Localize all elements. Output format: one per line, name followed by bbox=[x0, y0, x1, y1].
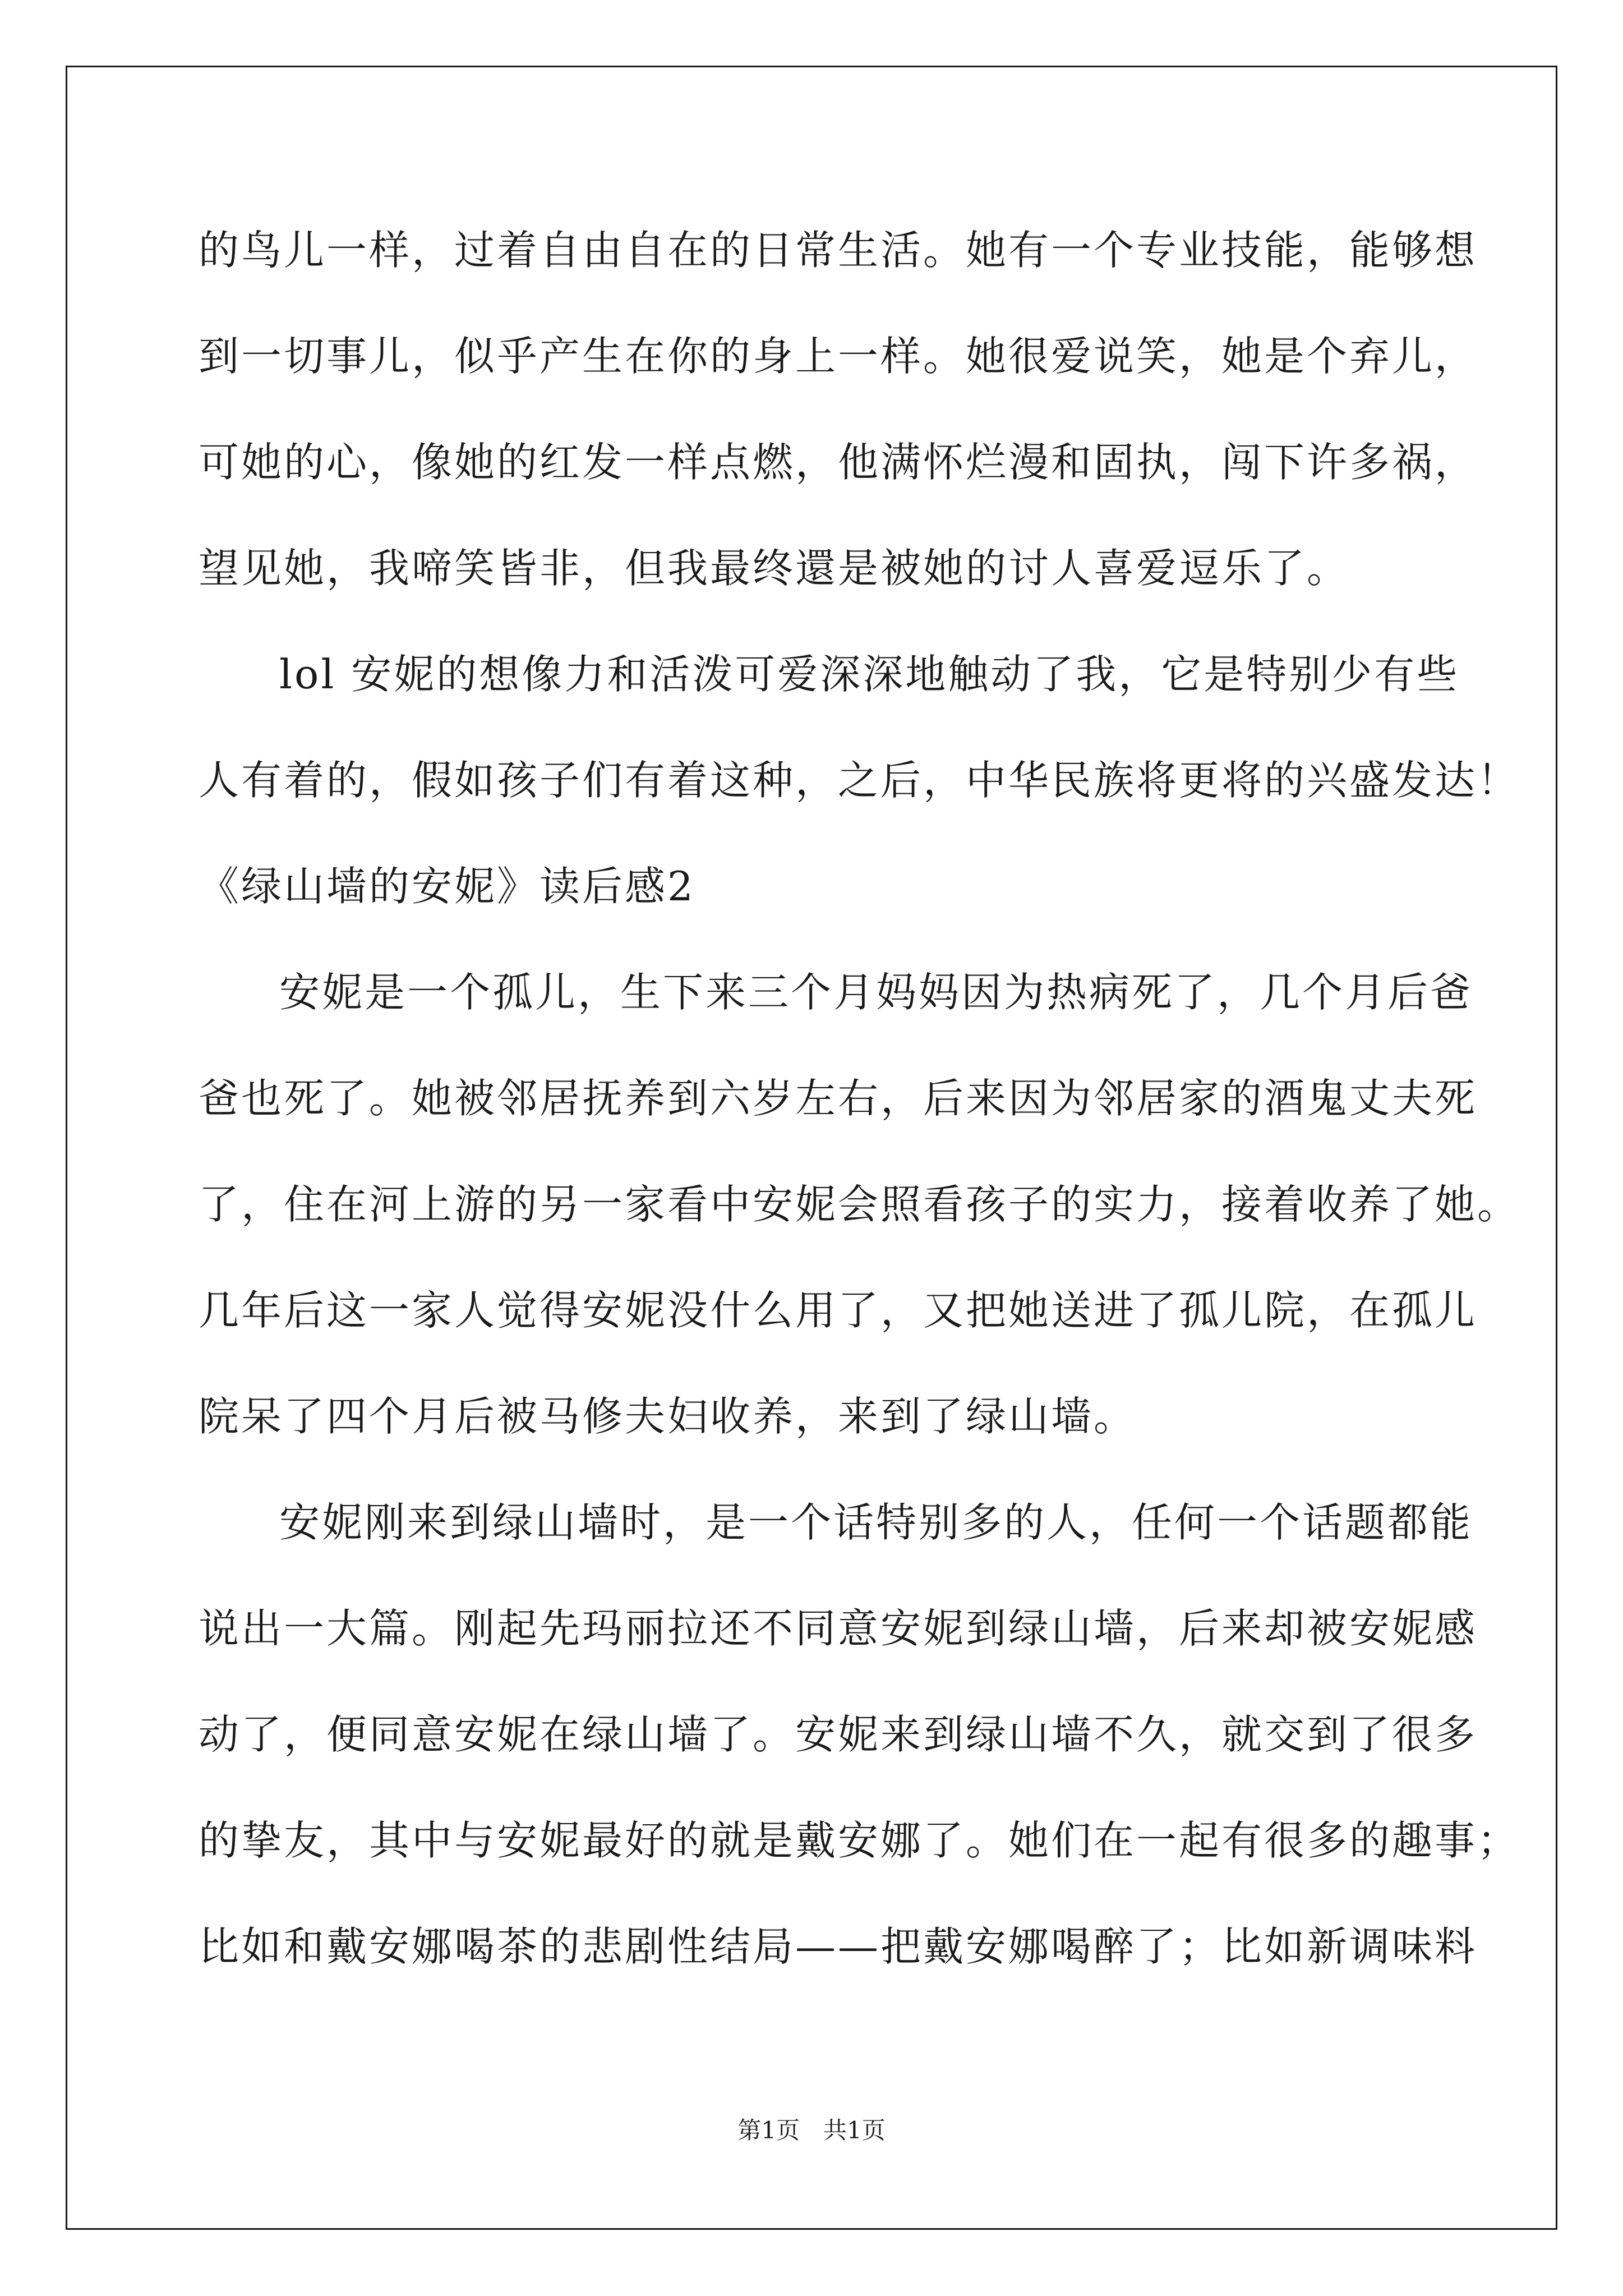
text-line: 的鸟儿一样，过着自由自在的日常生活。她有一个专业技能，能够想 bbox=[199, 227, 1478, 274]
text-line: 动了，便同意安妮在绿山墙了。安妮来到绿山墙不久，就交到了很多 bbox=[199, 1711, 1478, 1758]
text-line: 爸也死了。她被邻居抚养到六岁左右，后来因为邻居家的酒鬼丈夫死 bbox=[199, 1075, 1478, 1122]
text-line: 可她的心，像她的红发一样点燃，他满怀烂漫和固执，闯下许多祸， bbox=[199, 439, 1478, 486]
text-line: 人有着的，假如孩子们有着这种，之后，中华民族将更将的兴盛发达！ bbox=[199, 757, 1520, 804]
text-line: 望见她，我啼笑皆非，但我最终還是被她的讨人喜爱逗乐了。 bbox=[199, 545, 1350, 592]
text-line: 到一切事儿，似乎产生在你的身上一样。她很爱说笑，她是个弃儿， bbox=[199, 333, 1478, 380]
text-line: 了，住在河上游的另一家看中安妮会照看孩子的实力，接着收养了她。 bbox=[199, 1181, 1520, 1228]
text-line: 几年后这一家人觉得安妮没什么用了，又把她送进了孤儿院，在孤儿 bbox=[199, 1287, 1478, 1334]
text-line: 比如和戴安娜喝茶的悲剧性结局——把戴安娜喝醉了；比如新调味料 bbox=[199, 1923, 1478, 1970]
text-line: 的挚友，其中与安妮最好的就是戴安娜了。她们在一起有很多的趣事； bbox=[199, 1817, 1520, 1864]
page-border bbox=[66, 66, 1557, 2230]
page-number-footer: 第1页 共1页 bbox=[737, 2116, 886, 2144]
section-heading: 《绿山墙的安妮》读后感2 bbox=[199, 863, 695, 910]
text-line: 安妮刚来到绿山墙时，是一个话特别多的人，任何一个话题都能 bbox=[279, 1499, 1473, 1546]
text-line: 说出一大篇。刚起先玛丽拉还不同意安妮到绿山墙，后来却被安妮感 bbox=[199, 1605, 1478, 1652]
text-line: 安妮是一个孤儿，生下来三个月妈妈因为热病死了，几个月后爸 bbox=[279, 969, 1473, 1016]
text-line: 院呆了四个月后被马修夫妇收养，来到了绿山墙。 bbox=[199, 1393, 1137, 1440]
text-line: lol 安妮的想像力和活泼可爱深深地触动了我，它是特别少有些 bbox=[279, 651, 1460, 698]
